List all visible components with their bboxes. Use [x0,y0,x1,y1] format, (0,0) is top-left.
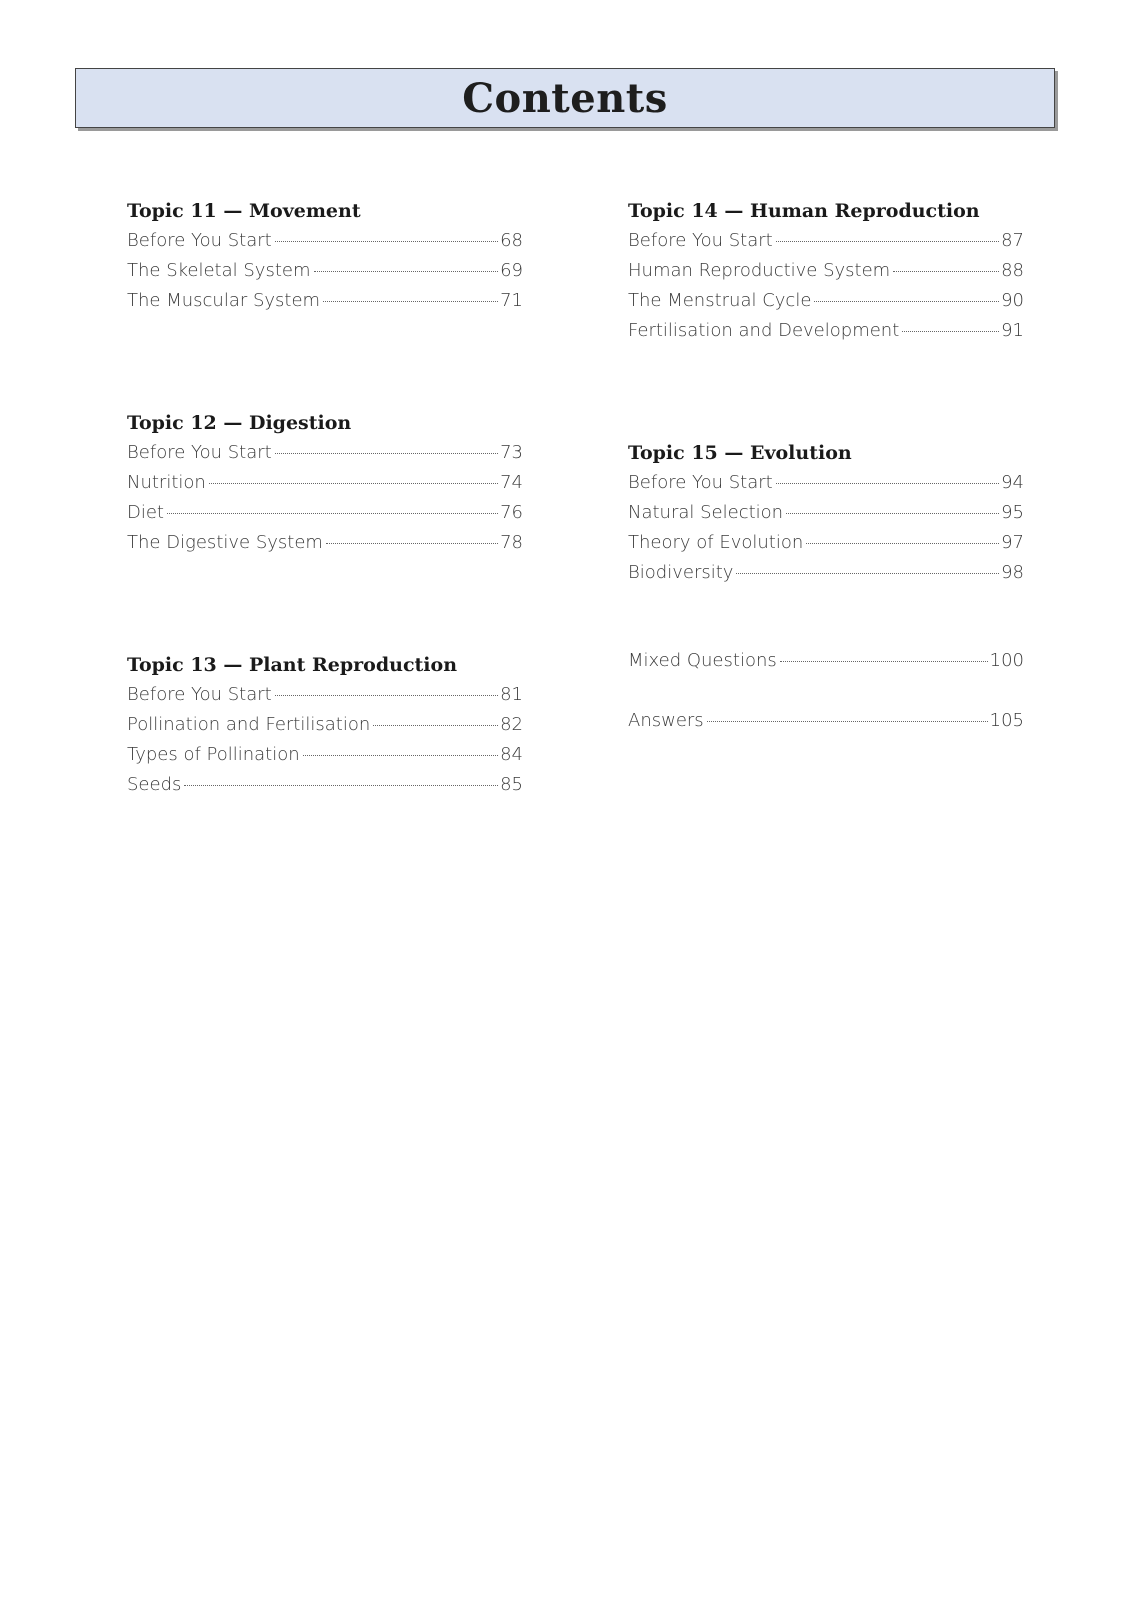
dot-leader [314,271,499,272]
dot-leader [736,573,999,574]
toc-entry[interactable] [127,256,523,286]
entry-label: Before You Start [628,472,773,493]
dot-leader [707,721,988,722]
toc-entry[interactable] [127,680,523,710]
topic-11-section [127,196,523,316]
toc-entry[interactable] [628,468,1024,498]
toc-entry[interactable] [127,528,523,558]
entry-page-number: 71 [500,290,523,311]
entry-page-number: 100 [989,650,1024,671]
entry-label: Pollination and Fertilisation [127,714,371,735]
toc-entry[interactable] [127,286,523,316]
topic-heading: Topic 14 — Human Reproduction [628,200,980,222]
toc-entry[interactable] [628,256,1024,286]
entry-label: Nutrition [127,472,206,493]
dot-leader [780,661,988,662]
dot-leader [806,543,999,544]
entry-page-number: 97 [1001,532,1024,553]
toc-entry[interactable] [127,770,523,800]
entry-page-number: 81 [500,684,523,705]
dot-leader [326,543,498,544]
dot-leader [323,301,498,302]
entry-page-number: 88 [1001,260,1024,281]
entry-page-number: 98 [1001,562,1024,583]
entry-label: Before You Start [628,230,773,251]
dot-leader [303,755,498,756]
entry-label: Before You Start [127,684,272,705]
toc-entry[interactable] [127,438,523,468]
dot-leader [167,513,498,514]
dot-leader [184,785,498,786]
entry-label: Before You Start [127,230,272,251]
entry-page-number: 74 [500,472,523,493]
title-banner [75,68,1055,128]
mixed-questions-section [628,646,1024,676]
dot-leader [776,241,999,242]
entry-label: Before You Start [127,442,272,463]
entry-page-number: 105 [989,710,1024,731]
toc-entry[interactable] [628,226,1024,256]
toc-entry[interactable] [127,468,523,498]
entry-page-number: 95 [1001,502,1024,523]
topic-heading: Topic 11 — Movement [127,200,361,222]
entry-label: Natural Selection [628,502,784,523]
dot-leader [275,695,498,696]
entry-label: Types of Pollination [127,744,300,765]
topic-12-section [127,408,523,558]
entry-label: Mixed Questions [628,650,777,671]
dot-leader [209,483,498,484]
toc-entry-mixed-questions[interactable] [628,646,1024,676]
toc-entry[interactable] [628,498,1024,528]
toc-entry[interactable] [628,558,1024,588]
toc-entry[interactable] [127,498,523,528]
entry-label: Biodiversity [628,562,734,583]
dot-leader [786,513,999,514]
dot-leader [776,483,999,484]
toc-entry[interactable] [628,528,1024,558]
entry-page-number: 69 [500,260,523,281]
dot-leader [814,301,999,302]
toc-entry-answers[interactable] [628,706,1024,736]
topic-14-section [628,196,1024,346]
entry-label: The Digestive System [127,532,323,553]
dot-leader [373,725,498,726]
dot-leader [275,453,498,454]
entry-page-number: 85 [500,774,523,795]
entry-page-number: 73 [500,442,523,463]
entry-page-number: 87 [1001,230,1024,251]
entry-page-number: 68 [500,230,523,251]
toc-entry[interactable] [127,226,523,256]
entry-page-number: 84 [500,744,523,765]
entry-page-number: 78 [500,532,523,553]
entry-label: Fertilisation and Development [628,320,900,341]
toc-entry[interactable] [127,740,523,770]
dot-leader [902,331,999,332]
entry-label: The Skeletal System [127,260,311,281]
topic-15-section [628,438,1024,588]
entry-label: The Menstrual Cycle [628,290,812,311]
answers-section [628,706,1024,736]
toc-entry[interactable] [127,710,523,740]
dot-leader [893,271,999,272]
toc-entry[interactable] [628,316,1024,346]
topic-heading: Topic 12 — Digestion [127,412,352,434]
page-title: Contents [462,74,668,122]
dot-leader [275,241,498,242]
toc-entry[interactable] [628,286,1024,316]
entry-label: Diet [127,502,164,523]
entry-label: The Muscular System [127,290,321,311]
entry-page-number: 94 [1001,472,1024,493]
topic-heading: Topic 15 — Evolution [628,442,852,464]
entry-page-number: 82 [500,714,523,735]
entry-label: Answers [628,710,704,731]
entry-label: Human Reproductive System [628,260,891,281]
entry-page-number: 76 [500,502,523,523]
entry-page-number: 90 [1001,290,1024,311]
entry-label: Seeds [127,774,182,795]
entry-page-number: 91 [1001,320,1024,341]
topic-heading: Topic 13 — Plant Reproduction [127,654,458,676]
entry-label: Theory of Evolution [628,532,804,553]
topic-13-section [127,650,523,800]
